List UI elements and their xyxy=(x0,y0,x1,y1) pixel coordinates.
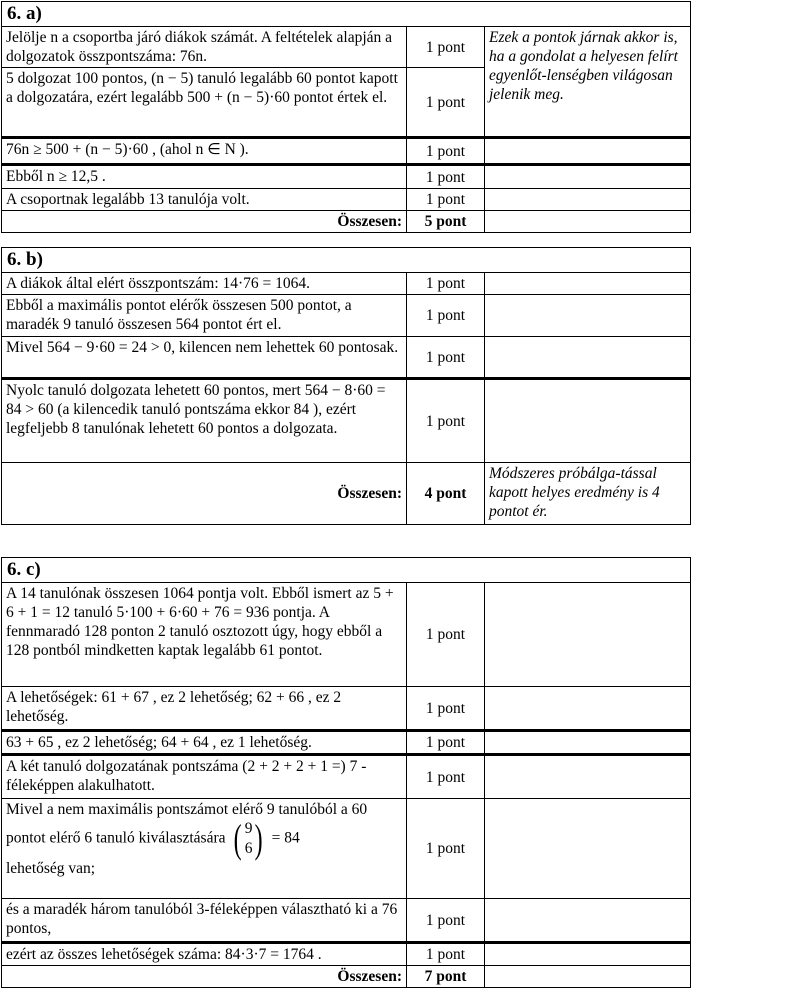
step-points: 1 pont xyxy=(407,755,485,799)
note-cell xyxy=(485,379,691,463)
step-points: 1 pont xyxy=(407,27,485,68)
total-label: Összesen: xyxy=(2,211,407,233)
grading-note: Ezek a pontok járnak akkor is, ha a gondolat a helyesen felírt egyenlőt-lenségben világosan jelenik meg. xyxy=(485,27,691,138)
solution-step: Mivel 564 − 9·60 = 24 > 0, kilencen nem lehettek 60 pontosak. xyxy=(2,337,407,379)
step-points: 1 pont xyxy=(407,165,485,189)
total-label: Összesen: xyxy=(2,966,407,988)
note-cell xyxy=(485,211,691,233)
step-points: 1 pont xyxy=(407,731,485,755)
solution-step: 76n ≥ 500 + (n − 5)·60 , (ahol n ∈ N ). xyxy=(2,138,407,165)
section-6a xyxy=(1,1,690,233)
note-cell xyxy=(485,943,691,966)
solution-step: Nyolc tanuló dolgozata lehetett 60 pontos, mert 564 − 8·60 = 84 > 60 (a kilencedik tanuló pontszáma ekkor 84 ), ezért legfeljebb 8 tanulónak lehetett 60 pontos a dolgozata. xyxy=(2,379,407,463)
note-cell xyxy=(485,337,691,379)
section-heading: 6. b) xyxy=(2,248,691,273)
note-cell xyxy=(485,687,691,731)
solution-step: és a maradék három tanulóból 3-féleképpen választható ki a 76 pontos, xyxy=(2,899,407,943)
total-label: Összesen: xyxy=(2,463,407,525)
section-heading: 6. a) xyxy=(2,2,691,27)
note-cell xyxy=(485,165,691,189)
solution-step: A két tanuló dolgozatának pontszáma (2 + 2 + 2 + 1 =) 7 -féleképpen alakulhatott. xyxy=(2,755,407,799)
solution-step: A lehetőségek: 61 + 67 , ez 2 lehetőség; 62 + 66 , ez 2 lehetőség. xyxy=(2,687,407,731)
solution-step: 63 + 65 , ez 2 lehetőség; 64 + 64 , ez 1 lehetőség. xyxy=(2,731,407,755)
note-cell xyxy=(485,273,691,295)
solution-step: A diákok által elért összpontszám: 14·76 = 1064. xyxy=(2,273,407,295)
step-points: 1 pont xyxy=(407,899,485,943)
solution-step: Jelölje n a csoportba járó diákok számát. A feltételek alapján a dolgozatok összpontszáma: 76n. xyxy=(2,27,407,68)
step-text: Mivel a nem maximális pontszámot elérő 9 tanulóból a 60 pontot elérő 6 tanuló kiválasztására xyxy=(6,801,368,847)
solution-step: ezért az összes lehetőségek száma: 84·3·7 = 1764 . xyxy=(2,943,407,966)
note-cell xyxy=(485,189,691,211)
step-text: lehetőség van; xyxy=(6,860,96,877)
total-points: 7 pont xyxy=(407,966,485,988)
step-points: 1 pont xyxy=(407,943,485,966)
solution-step xyxy=(2,799,407,899)
note-cell xyxy=(485,899,691,943)
solution-step: 5 dolgozat 100 pontos, (n − 5) tanuló legalább 60 pontot kapott a dolgozatára, ezért legalább 500 + (n − 5)·60 pontot értek el. xyxy=(2,68,407,138)
section-heading: 6. c) xyxy=(2,558,691,583)
solution-step: Ebből n ≥ 12,5 . xyxy=(2,165,407,189)
binom-top: 9 xyxy=(244,820,253,837)
binom-bottom: 6 xyxy=(244,840,253,857)
note-cell xyxy=(485,295,691,337)
binomial-coefficient xyxy=(231,816,265,861)
note-cell xyxy=(485,583,691,687)
step-points: 1 pont xyxy=(407,138,485,165)
step-points: 1 pont xyxy=(407,687,485,731)
note-cell xyxy=(485,966,691,988)
total-points: 4 pont xyxy=(407,463,485,525)
step-points: 1 pont xyxy=(407,337,485,379)
grading-note: Módszeres próbálga-tással kapott helyes eredmény is 4 pontot ér. xyxy=(485,463,691,525)
step-points: 1 pont xyxy=(407,583,485,687)
step-points: 1 pont xyxy=(407,295,485,337)
solution-step: A csoportnak legalább 13 tanulója volt. xyxy=(2,189,407,211)
section-6b xyxy=(1,247,690,525)
note-cell xyxy=(485,799,691,899)
step-points: 1 pont xyxy=(407,379,485,463)
solution-step: Ebből a maximális pontot elérők összesen 500 pontot, a maradék 9 tanuló összesen 564 pontot ért el. xyxy=(2,295,407,337)
step-text: = 84 xyxy=(271,829,300,847)
right-paren: ) xyxy=(255,816,264,861)
step-points: 1 pont xyxy=(407,273,485,295)
section-6c xyxy=(1,557,690,988)
total-points: 5 pont xyxy=(407,211,485,233)
left-paren: ( xyxy=(234,816,243,861)
step-points: 1 pont xyxy=(407,799,485,899)
step-points: 1 pont xyxy=(407,68,485,138)
step-points: 1 pont xyxy=(407,189,485,211)
note-cell xyxy=(485,731,691,755)
note-cell xyxy=(485,755,691,799)
note-cell xyxy=(485,138,691,165)
solution-step: A 14 tanulónak összesen 1064 pontja volt. Ebből ismert az 5 + 6 + 1 = 12 tanuló 5·100 + 6·60 + 76 = 936 pontja. A fennmaradó 128 ponton 2 tanuló osztozott úgy, hogy ebből a 128 pontból mindketten kaptak legalább 61 pontot. xyxy=(2,583,407,687)
